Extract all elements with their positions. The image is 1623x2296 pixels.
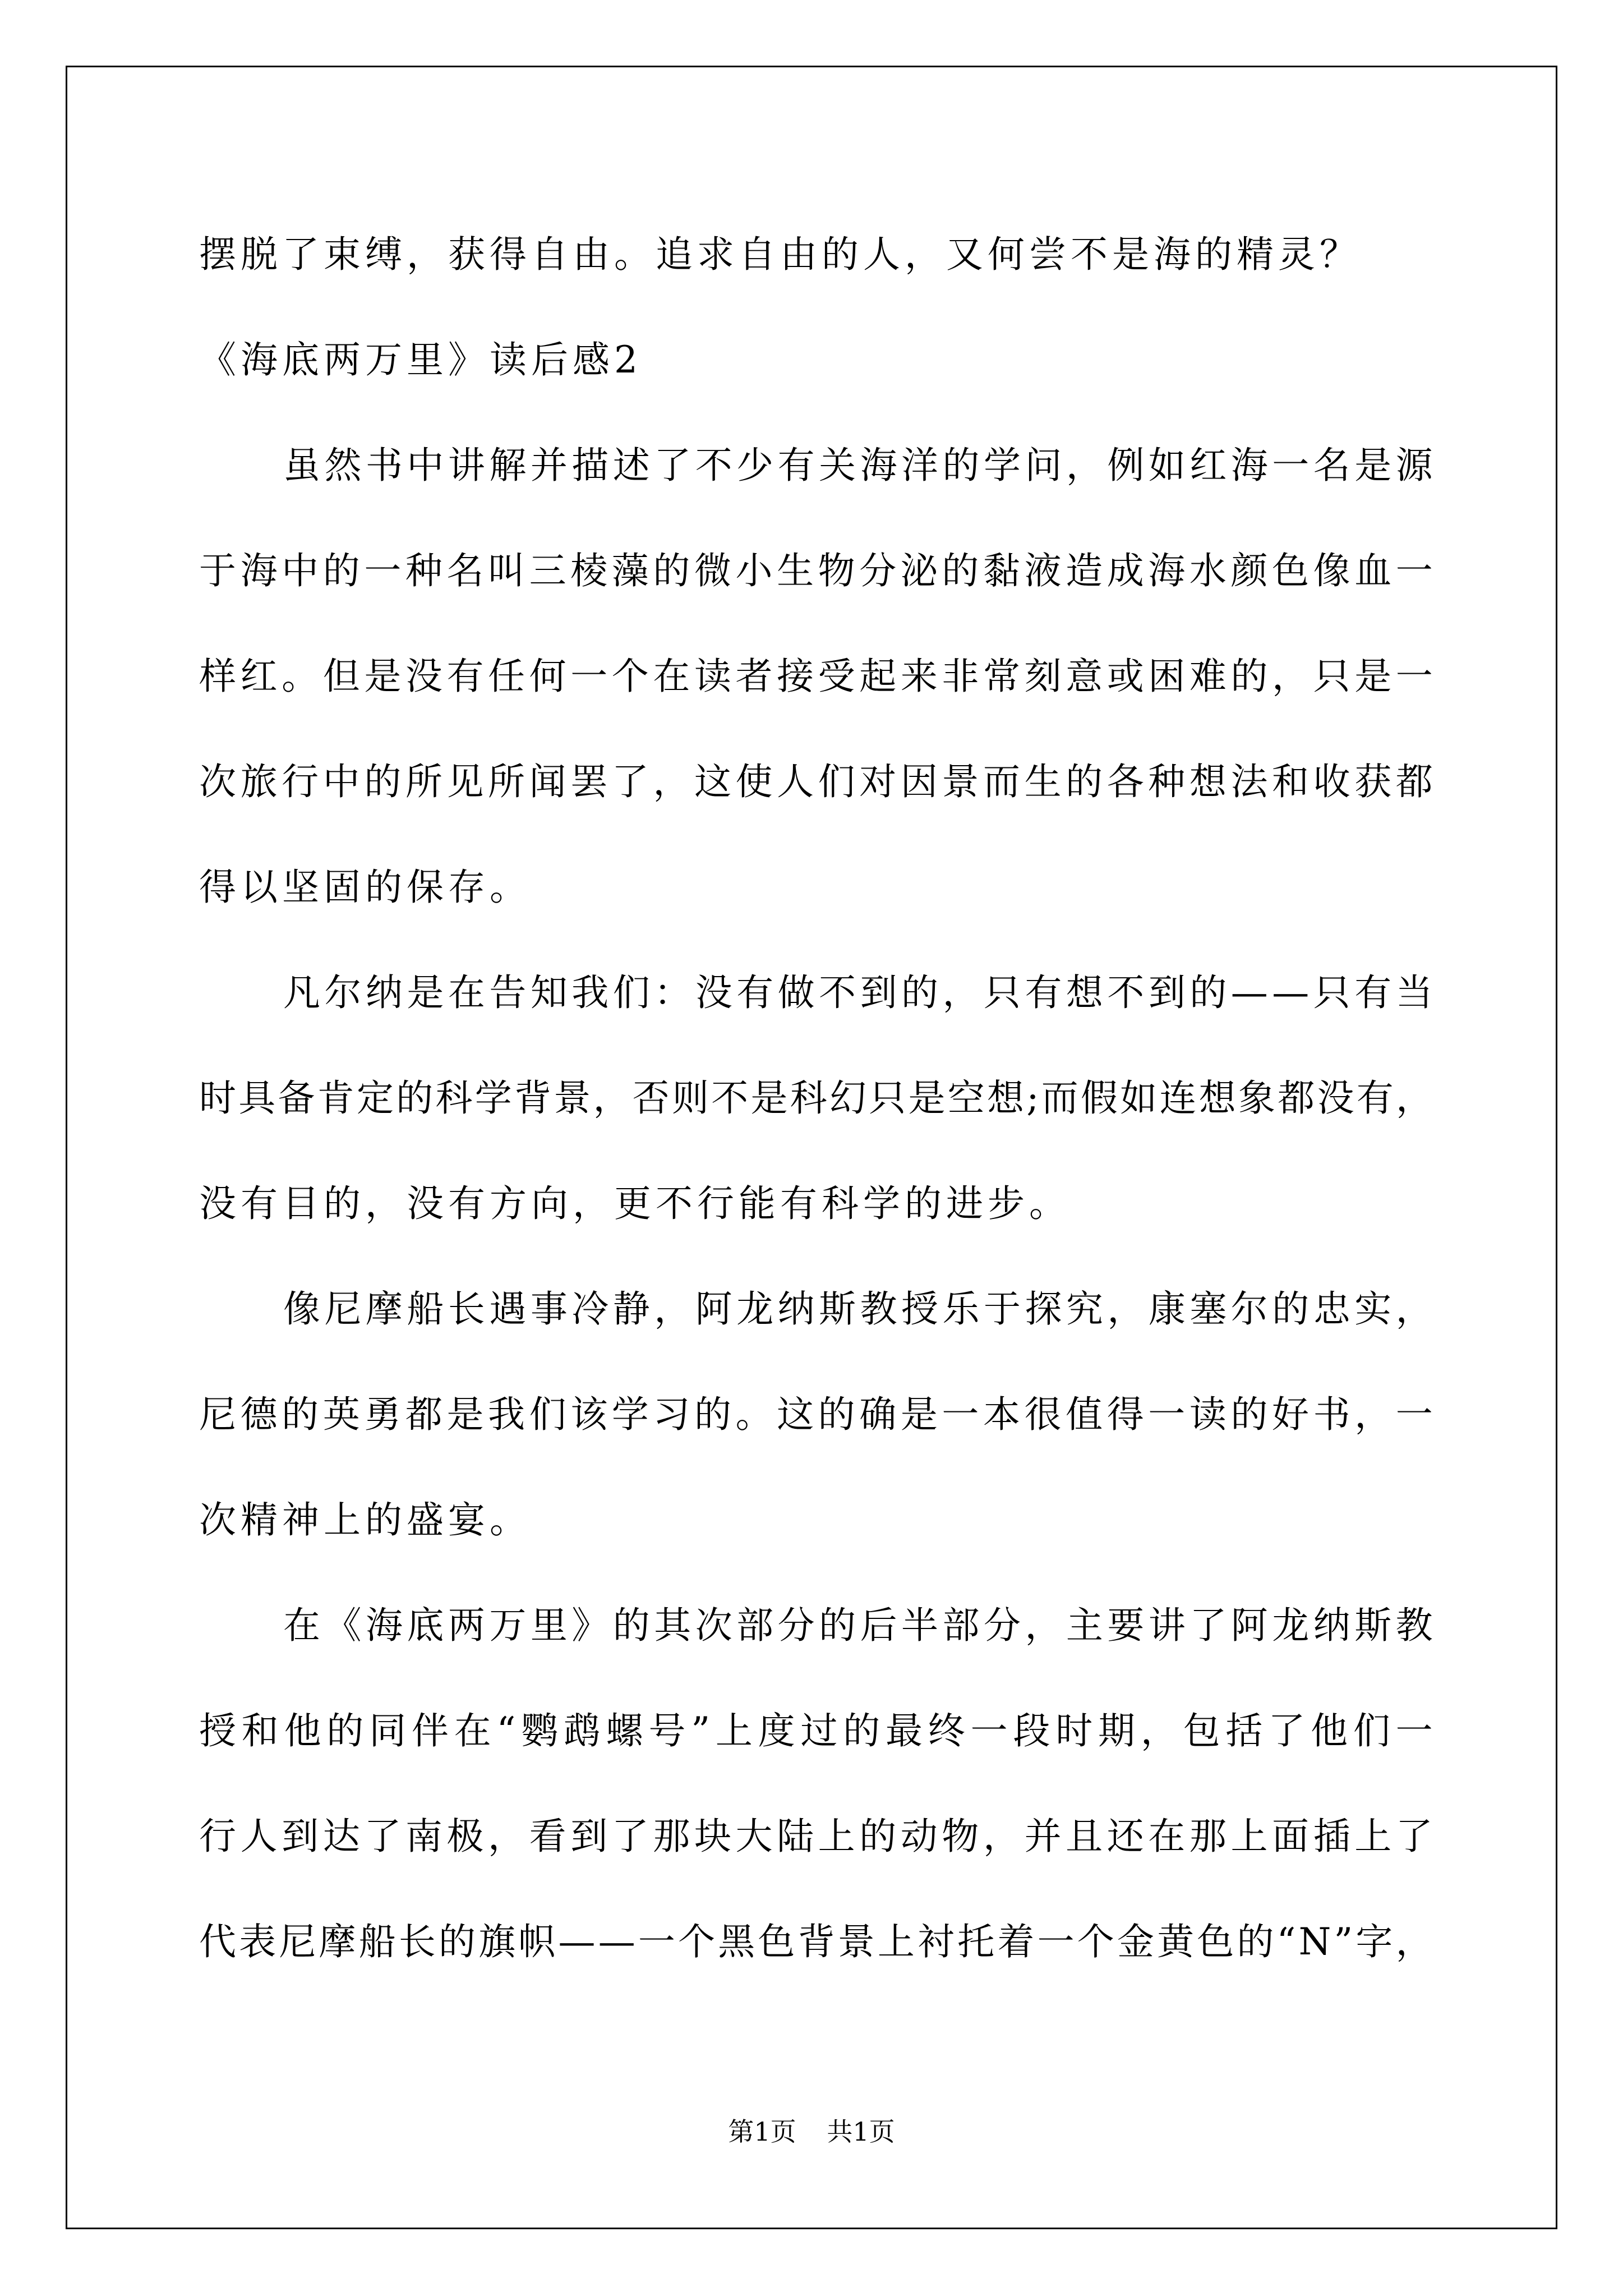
text-line	[199, 729, 1433, 835]
page-number: 第1页	[728, 2116, 796, 2147]
text-line	[199, 1046, 1433, 1151]
text-line: 《海底两万里》读后感2	[199, 338, 642, 381]
text-line	[199, 1889, 1433, 1995]
text-line: 次精神上的盛宴。	[199, 1498, 531, 1542]
page-total: 共1页	[827, 2116, 895, 2147]
text-line	[199, 518, 1433, 624]
text-line: 没有目的，没有方向，更不行能有科学的进步。	[199, 1182, 1071, 1225]
line-text: 授 和 他 的 同 伴 在 “ 鹦 鹉 螺 号 ” 上 度 过 的 最 终 一 段 时 期 ， 包 括 了 他 们 一	[199, 1709, 1433, 1752]
line-text: 凡 尔 纳 是 在 告 知 我 们 ： 没 有 做 不 到 的 ， 只 有 想 不 到 的 — — 只 有 当	[283, 971, 1433, 1014]
text-line	[199, 940, 1433, 1046]
text-line	[199, 1784, 1433, 1889]
line-text: 时 具 备 肯 定 的 科 学 背 景 ， 否 则 不 是 科 幻 只 是 空 想 ; 而 假 如 连 想 象 都 没 有 ，	[199, 1076, 1433, 1120]
line-text: 样 红 。 但 是 没 有 任 何 一 个 在 读 者 接 受 起 来 非 常 刻 意 或 困 难 的 ， 只 是 一	[199, 655, 1433, 698]
line-text: 于 海 中 的 一 种 名 叫 三 棱 藻 的 微 小 生 物 分 泌 的 黏 液 造 成 海 水 颜 色 像 血 一	[199, 549, 1433, 592]
text-line	[199, 413, 1433, 518]
page-footer	[0, 2115, 1623, 2148]
text-line: 摆脱了束缚，获得自由。追求自由的人，又何尝不是海的精灵？	[199, 233, 1361, 276]
text-line	[199, 1362, 1433, 1467]
line-text: 行 人 到 达 了 南 极 ， 看 到 了 那 块 大 陆 上 的 动 物 ， 并 且 还 在 那 上 面 插 上 了	[199, 1815, 1433, 1858]
line-text: 代 表 尼 摩 船 长 的 旗 帜 — — 一 个 黑 色 背 景 上 衬 托 着 一 个 金 黄 色 的 “ N ” 字 ，	[199, 1920, 1433, 1963]
text-line	[199, 1678, 1433, 1784]
text-line: 得以坚固的保存。	[199, 866, 531, 909]
line-text: 虽 然 书 中 讲 解 并 描 述 了 不 少 有 关 海 洋 的 学 问 ， 例 如 红 海 一 名 是 源	[283, 444, 1433, 487]
text-line	[199, 1573, 1433, 1678]
text-line	[199, 1257, 1433, 1362]
line-text: 次 旅 行 中 的 所 见 所 闻 罢 了 ， 这 使 人 们 对 因 景 而 生 的 各 种 想 法 和 收 获 都	[199, 760, 1433, 803]
document-body	[199, 202, 1433, 1995]
text-line	[199, 624, 1433, 729]
line-text: 尼 德 的 英 勇 都 是 我 们 该 学 习 的 。 这 的 确 是 一 本 很 值 得 一 读 的 好 书 ， 一	[199, 1393, 1433, 1436]
line-text: 像 尼 摩 船 长 遇 事 冷 静 ， 阿 龙 纳 斯 教 授 乐 于 探 究 ， 康 塞 尔 的 忠 实 ，	[283, 1287, 1433, 1331]
line-text: 在 《 海 底 两 万 里 》 的 其 次 部 分 的 后 半 部 分 ， 主 要 讲 了 阿 龙 纳 斯 教	[283, 1604, 1433, 1647]
